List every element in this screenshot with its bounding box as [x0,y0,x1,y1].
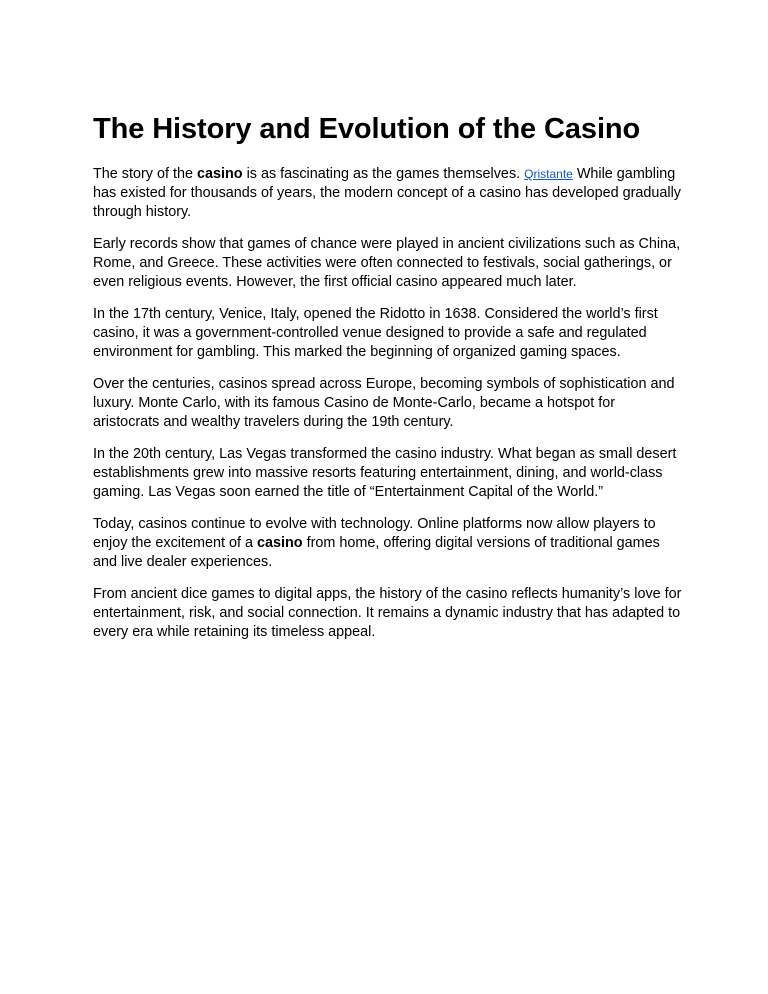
paragraph-ancient: Early records show that games of chance were played in ancient civilizations such as China, Rome, and Greece. These activities were often connected to festivals, social gatherings, or even religious events. However, the first official casino appeared much later. [93,236,681,290]
qristante-link[interactable]: Qristante [524,167,573,181]
paragraph-text: from home, offering digital versions of traditional games and live dealer experiences. [93,535,660,570]
paragraph-europe: Over the centuries, casinos spread across Europe, becoming symbols of sophistication and luxury. Monte Carlo, with its famous Casino de Monte-Carlo, became a hotspot for aristocrats and wealthy travelers during the 19th century. [93,376,675,430]
paragraph-las-vegas: In the 20th century, Las Vegas transformed the casino industry. What began as small desert establishments grew into massive resorts featuring entertainment, dining, and world-class gaming. Las Vegas soon earned the title of “Entertainment Capital of the World.” [93,446,677,500]
paragraph-text: is as fascinating as the games themselves. [242,166,525,182]
document-body [93,112,683,655]
paragraph-text: Today, casinos continue to evolve with technology. Online platforms now allow players to enjoy the excitement of a [93,516,656,551]
document-title: The History and Evolution of the Casino [93,113,641,145]
paragraph-text: While gambling has existed for thousands of years, the modern concept of a casino has developed gradually through history. [93,166,681,220]
paragraph-today [93,515,683,572]
bold-keyword: casino [196,166,243,182]
paragraph-venice: In the 17th century, Venice, Italy, opened the Ridotto in 1638. Considered the world’s first casino, it was a government-controlled venue designed to provide a safe and regulated environment for gambling. This marked the beginning of organized gaming spaces. [93,306,658,360]
bold-keyword: casino [257,535,303,551]
paragraph-conclusion: From ancient dice games to digital apps, the history of the casino reflects humanity’s love for entertainment, risk, and social connection. It remains a dynamic industry that has adapted to every era while retaining its timeless appeal. [93,586,682,640]
paragraph-text: The story of the [93,166,197,182]
paragraph-intro [93,165,683,222]
